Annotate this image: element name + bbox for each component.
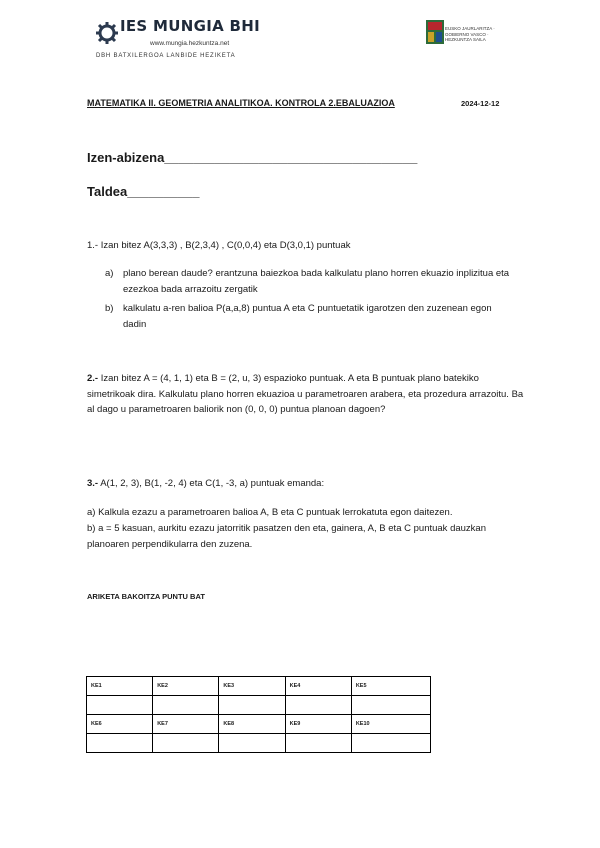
grade-cell (285, 696, 351, 715)
grade-label-ke10: KE10 (351, 715, 430, 734)
grade-header-row-1 (87, 677, 431, 696)
group-field: Taldea__________ (87, 184, 200, 199)
grade-cell (153, 696, 219, 715)
name-field: Izen-abizena___________________________________ (87, 150, 418, 165)
question-3a: a) Kalkula ezazu a parametroaren balioa A, B eta C puntuak lerrokatuta egon daitezen. (87, 507, 453, 518)
question-3-stem-text: A(1, 2, 3), B(1, -2, 4) eta C(1, -3, a) puntuak emanda: (98, 478, 325, 489)
document-date: 2024-12-12 (461, 99, 500, 108)
question-1b-text: kalkulatu a-ren balioa P(a,a,8) puntua A eta C puntuetatik igarotzen den zuzenean egon dadin (123, 303, 492, 330)
grade-table (86, 676, 431, 753)
grade-label-ke8: KE8 (219, 715, 285, 734)
question-1a (105, 266, 515, 297)
grade-cell (351, 696, 430, 715)
grade-cell (219, 734, 285, 753)
grade-cell (153, 734, 219, 753)
government-text: EUSKO JAURLARITZA · GOBIERNO VASCO · HEZKUNTZA SAILA (445, 26, 495, 42)
question-1-stem: 1.- Izan bitez A(3,3,3) , B(2,3,4) , C(0,0,4) eta D(3,0,1) puntuak (87, 240, 351, 251)
grade-cell (87, 696, 153, 715)
grade-label-ke1: KE1 (87, 677, 153, 696)
school-subtitle: DBH BATXILERGOA LANBIDE HEZIKETA (96, 53, 236, 59)
basque-gov-logo-icon (426, 20, 444, 44)
grade-cell (351, 734, 430, 753)
points-note: ARIKETA BAKOITZA PUNTU BAT (87, 592, 205, 601)
question-1a-text: plano berean daude? erantzuna baiezkoa bada kalkulatu plano horren ekuazio inplizitua eta ezezkoa bada arrazoitu zergatik (123, 268, 510, 295)
grade-label-ke6: KE6 (87, 715, 153, 734)
grade-score-row-1 (87, 696, 431, 715)
grade-score-row-2 (87, 734, 431, 753)
grade-label-ke3: KE3 (219, 677, 285, 696)
gear-icon (96, 22, 118, 44)
grade-cell (87, 734, 153, 753)
question-2-number: 2.- (87, 373, 99, 384)
grade-label-ke2: KE2 (153, 677, 219, 696)
question-1a-label: a) (105, 268, 114, 279)
grade-label-ke4: KE4 (285, 677, 351, 696)
grade-label-ke9: KE9 (285, 715, 351, 734)
grade-cell (285, 734, 351, 753)
grade-header-row-2 (87, 715, 431, 734)
question-1b-label: b) (105, 303, 114, 314)
grade-cell (219, 696, 285, 715)
question-2-text: Izan bitez A = (4, 1, 1) eta B = (2, u, 3) espazioko puntuak. A eta B puntuak plano batekiko simetrikoak dira. Kalkulatu plano horren ekuazioa u parametroaren arabera, eta prozedura arrazoitu. Ba al dago u parametroaren baliorik non (0, 0, 0) puntua planoan dagoen? (87, 373, 524, 416)
question-3b: b) a = 5 kasuan, aurkitu ezazu jatorritik pasatzen den eta, gainera, A, B eta C puntuak dauzkan planoaren perpendikularra den zuzena. (87, 523, 486, 550)
question-3-number: 3.- (87, 478, 99, 489)
question-3-stem (87, 476, 527, 492)
school-logo-title: IES MUNGIA BHI (120, 17, 261, 35)
question-2 (87, 371, 527, 418)
grade-label-ke5: KE5 (351, 677, 430, 696)
grade-label-ke7: KE7 (153, 715, 219, 734)
school-url: www.mungia.hezkuntza.net (150, 40, 230, 47)
question-1b (105, 301, 515, 332)
document-title: MATEMATIKA II. GEOMETRIA ANALITIKOA. KONTROLA 2.EBALUAZIOA (87, 98, 395, 108)
